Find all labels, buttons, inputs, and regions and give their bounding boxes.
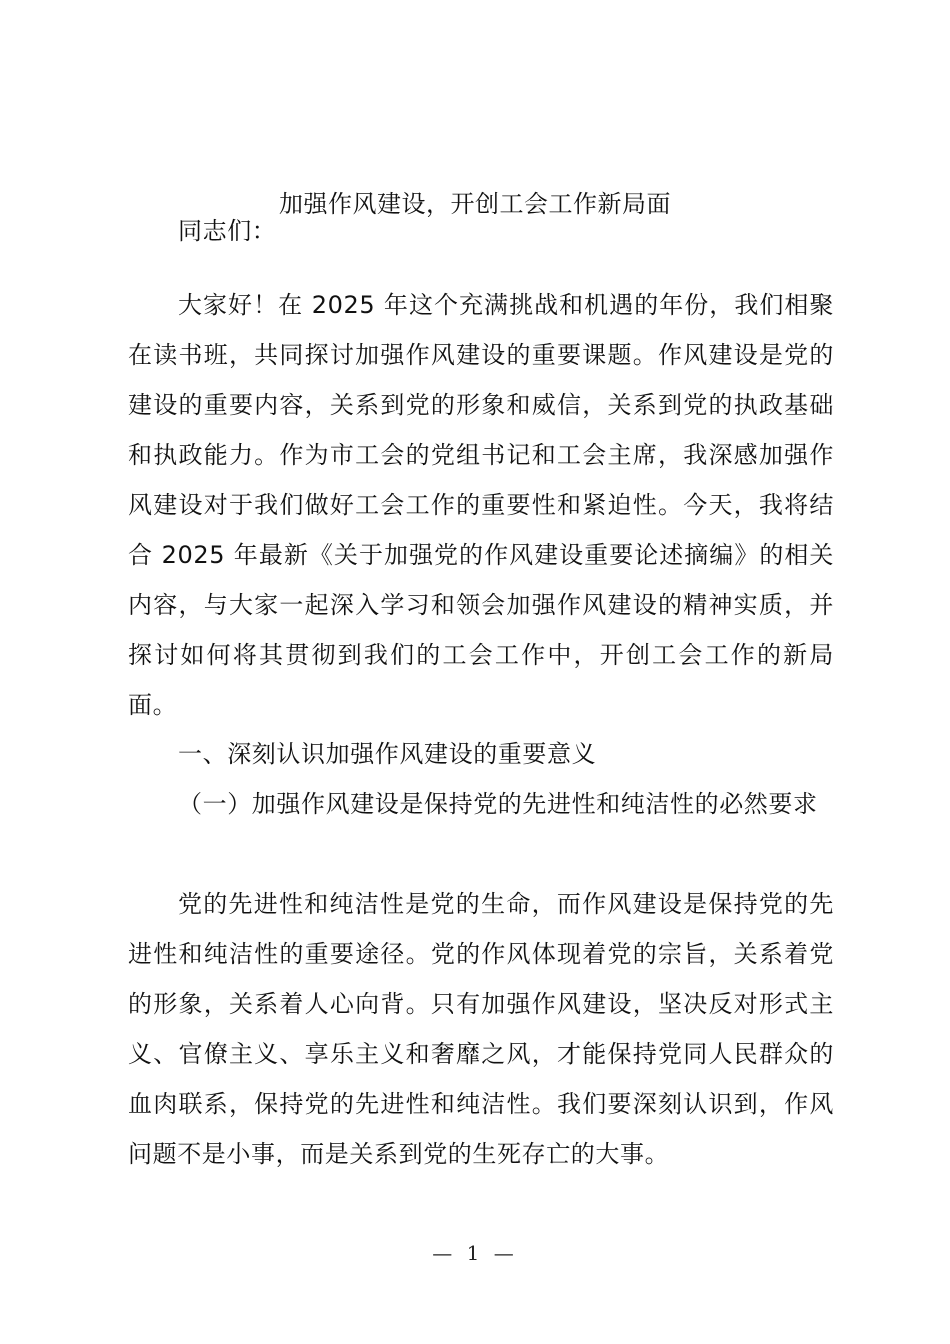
subsection-heading: （一）加强作风建设是保持党的先进性和纯洁性的必然要求	[178, 790, 818, 818]
salutation: 同志们：	[178, 217, 277, 245]
paragraph-body: 党的先进性和纯洁性是党的生命，而作风建设是保持党的先进性和纯洁性的重要途径。党的作风体现着党的宗旨，关系着党的形象，关系着人心向背。只有加强作风建设，坚决反对形式主义、官僚主义、享乐主义和奢靡之风，才能保持党同人民群众的血肉联系，保持党的先进性和纯洁性。我们要深刻认识到，作风问题不是小事，而是关系到党的生死存亡的大事。	[128, 890, 834, 1168]
paragraph-intro: 大家好！在 2025 年这个充满挑战和机遇的年份，我们相聚在读书班，共同探讨加强作风建设的重要课题。作风建设是党的建设的重要内容，关系到党的形象和威信，关系到党的执政基础和执政能力。作为市工会的党组书记和工会主席，我深感加强作风建设对于我们做好工会工作的重要性和紧迫性。今天，我将结合 2025 年最新《关于加强党的作风建设重要论述摘编》的相关内容，与大家一起深入学习和领会加强作风建设的精神实质，并探讨如何将其贯彻到我们的工会工作中，开创工会工作的新局面。	[128, 291, 834, 719]
page-number: — 1 —	[432, 1241, 518, 1265]
document-title: 加强作风建设，开创工会工作新局面	[279, 190, 671, 218]
section-heading: 一、深刻认识加强作风建设的重要意义	[178, 740, 597, 768]
